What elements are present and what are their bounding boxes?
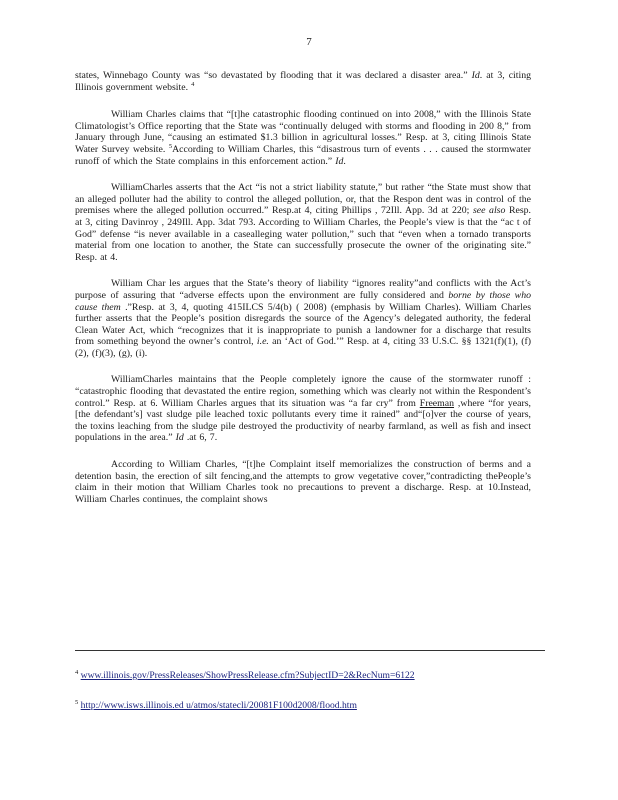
footnote-divider [75, 650, 545, 651]
footnote-mark: 4 [75, 669, 79, 676]
footnote-ref-4[interactable]: 4 [191, 80, 195, 88]
ie-abbreviation: i.e. [256, 336, 269, 348]
emphasized-quote: borne by those who cause them [75, 289, 531, 313]
paragraph-2: William Charles claims that “[t]he catastrophic flooding continued on into 2008,” with the Illinois State Climatologist’s Office reporting that the State was “continually deluged with storms and flooding in 200 8,” from January through June, “causing an estimated $1.3 billion in agricultural losses.” Resp. at 3, citing Illinois State Water Survey website. $^5$According to William Charles, this “disastrous turn of events . . . caused the stormwater runoff of which the State complains in this enforcement action.” Id. [75, 109, 531, 167]
footnote-mark: 5 [75, 699, 79, 706]
footnote-ref-5[interactable]: 5 [168, 142, 173, 150]
id-citation: Id [471, 70, 480, 81]
footnote-5 [75, 700, 426, 711]
footnote-5-link[interactable]: http://www.isws.illinois.ed u/atmos/statecli/20081F100d2008/flood.htm [80, 700, 357, 711]
footnote-4 [75, 670, 501, 681]
paragraph-4: William Char les argues that the State’s theory of liability “ignores reality”and conflicts with the Act’s purpose of assuring that “adverse effects upon the environment are fully considered and borne by those who cause them .”Resp. at 3, 4, quoting 415ILCS 5/4(b) ( 2008) (emphasis by William Charles). William Charles further asserts that the People’s position disregards the source of the Agency’s delegated authority, the federal Clean Water Act, which “recognizes that it is inappropriate to punish a landowner for a discharge that results from something beyond the owner’s control, i.e. an ‘Act of God.’” Resp. at 4, citing 33 U.S.C. §§ 1321(f)(1), (f)(2), (f)(3), (g), (i). [75, 278, 532, 359]
id-citation: Id [335, 155, 344, 167]
paragraph-5: WilliamCharles maintains that the People completely ignore the cause of the stormwater runoff : “catastrophic flooding that devastated the entire region, something which was clearly not within the Respondent’s control.” Resp. at 6. William Charles argues that its situation was “a far cry” from Freeman ,where “for years, [the defendant’s] vast sludge pile leached toxic pollutants every time it rained” and“[o]ver the course of years, the toxins leaching from the sludge pile destroyed the productivity of nearby farmland, as well as fish and insect populations in the area.” Id .at 6, 7. [75, 374, 532, 444]
paragraph-6: According to William Charles, “[t]he Complaint itself memorializes the construction of berms and a detention basin, the erection of silt fencing,and the attempts to grow vegetative cover,”contradicting thePeople’s claim in their motion that William Charles took no precautions to prevent a discharge. Resp. at 10.Instead, William Charles continues, the complaint shows [75, 459, 531, 505]
footnote-4-link[interactable]: www.illinois.gov/PressReleases/ShowPressRelease.cfm?SubjectID=2&RecNum=6122 [80, 670, 415, 681]
opinion-body [75, 70, 531, 520]
paragraph-3: WilliamCharles asserts that the Act “is not a strict liability statute,” but rather “the State must show that an alleged polluter had the ability to control the alleged pollution, or, that the Respon dent was in control of the premises where the alleged pollution occurred.” Resp.at 4, citing Phillips , 72Ill. App. 3d at 220; see also Resp. at 3, citing Davinroy , 249Ill. App. 3dat 793. According to William Charles, the People’s view is that the “ac t of God” defense “is never available in a casealleging water pollution,” such that “even when a tornado transports material from one location to another, the State can successfully prosecute the owner of the originating site.” Resp. at 4. [75, 182, 531, 263]
id-citation: Id [175, 432, 184, 444]
paragraph-1: states, Winnebago County was “so devastated by flooding that it was declared a disaster area.” Id. at 3, citing Illinois government website. $^4$ [75, 70, 532, 93]
page-number: 7 [306, 36, 312, 48]
case-name-freeman: Freeman [419, 397, 455, 409]
see-also-signal: see also [472, 205, 506, 217]
